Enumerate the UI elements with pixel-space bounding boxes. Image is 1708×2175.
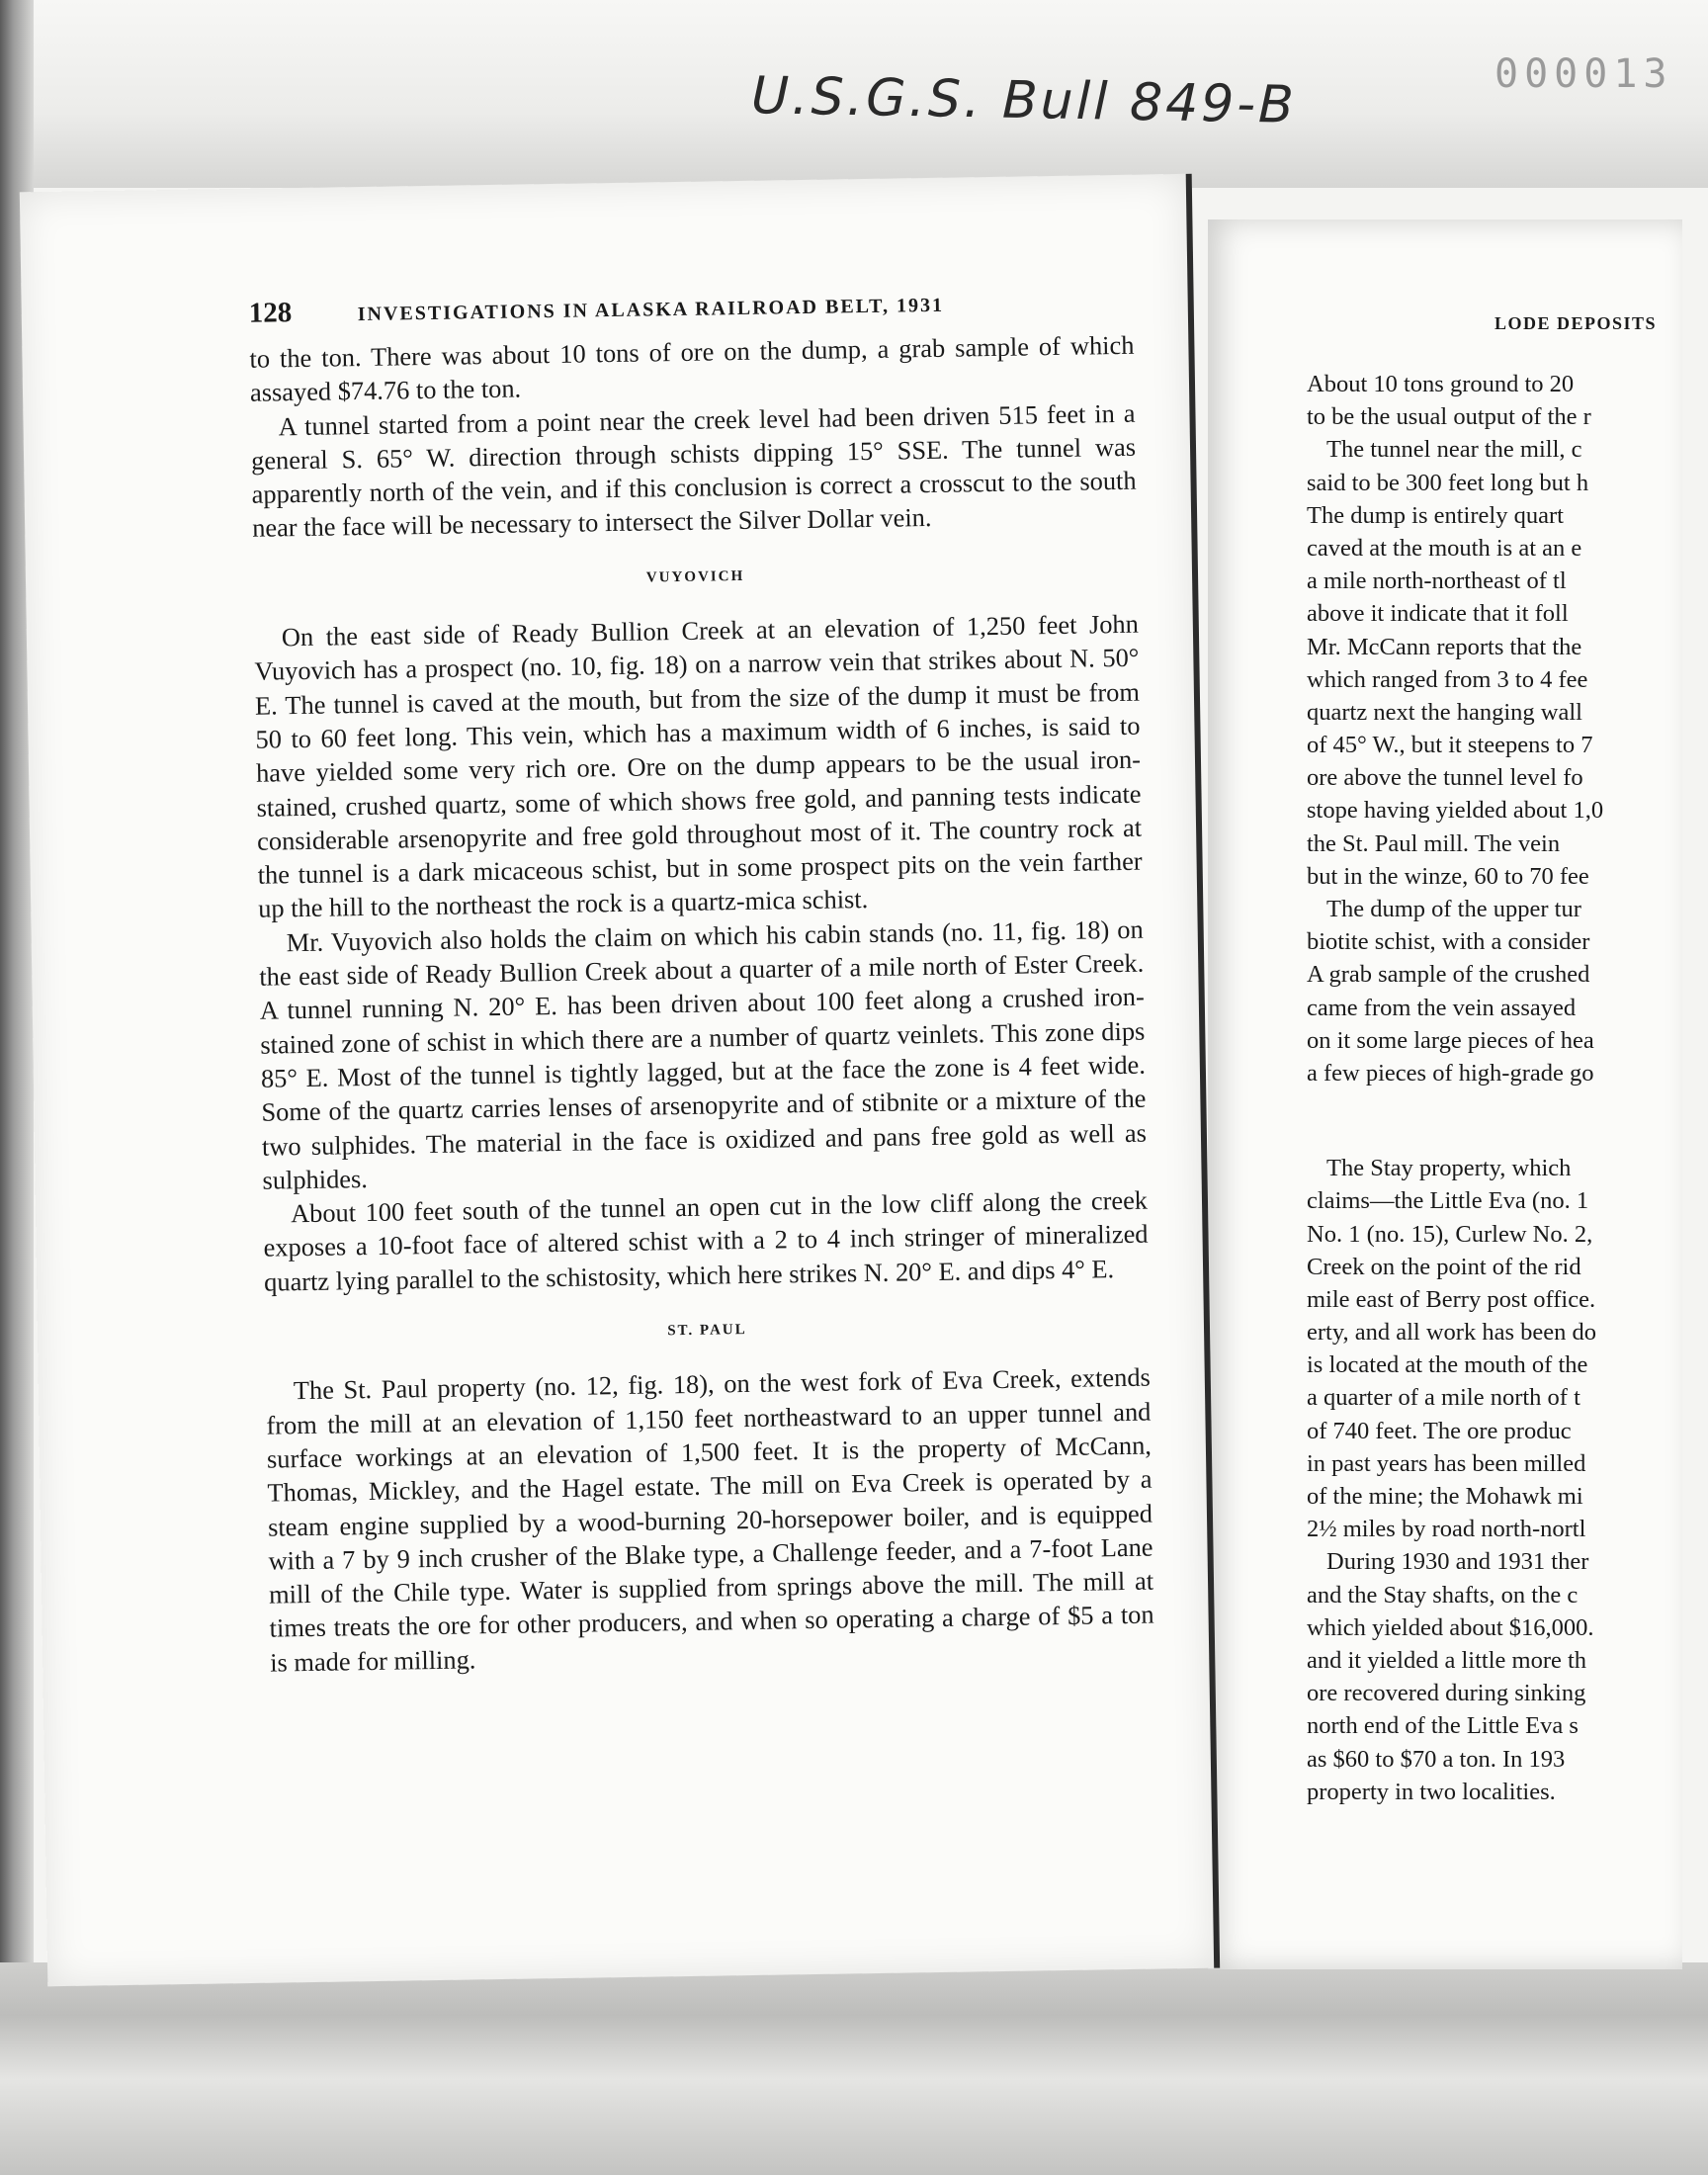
- right-text-line: which yielded about $16,000.: [1307, 1613, 1594, 1641]
- right-text-line: caved at the mouth is at an e: [1307, 534, 1582, 562]
- right-text-line: on it some large pieces of hea: [1307, 1026, 1594, 1054]
- running-head: [248, 284, 1099, 329]
- right-text-line: is located at the mouth of the: [1307, 1351, 1588, 1379]
- right-text-line: stope having yielded about 1,0: [1307, 797, 1604, 825]
- right-page: [1208, 219, 1682, 1969]
- right-text-line: came from the vein assayed: [1307, 994, 1577, 1021]
- section-heading-vuyovich: VUYOVICH: [645, 567, 745, 586]
- right-text-line: The Stay property, which: [1326, 1155, 1572, 1182]
- right-text-line: ore above the tunnel level fo: [1307, 764, 1583, 792]
- right-text-line: of the mine; the Mohawk mi: [1307, 1483, 1583, 1510]
- right-text-line: About 10 tons ground to 20: [1307, 371, 1575, 397]
- right-text-line: and the Stay shafts, on the c: [1307, 1581, 1579, 1609]
- right-text-line: The dump is entirely quart: [1307, 501, 1564, 529]
- scan-background-bottom: [0, 1962, 1708, 2175]
- right-text-line: The dump of the upper tur: [1326, 896, 1581, 922]
- right-text-block-1: [1307, 368, 1682, 1089]
- right-text-line: erty, and all work has been do: [1307, 1319, 1596, 1347]
- right-text-line: property in two localities.: [1307, 1778, 1556, 1805]
- right-text-line: of 45° W., but it steepens to 7: [1307, 732, 1593, 759]
- handwritten-note: U.S.G.S. Bull 849-B: [750, 66, 1298, 135]
- right-text-line: mile east of Berry post office.: [1307, 1285, 1596, 1313]
- left-page: [20, 174, 1220, 1986]
- right-text-line: Mr. McCann reports that the: [1307, 633, 1582, 660]
- document-stamp-number: 000013: [1494, 51, 1673, 97]
- right-text-line: Creek on the point of the rid: [1307, 1253, 1581, 1280]
- right-text-line: a mile north-northeast of tl: [1307, 567, 1567, 595]
- running-title: INVESTIGATIONS IN ALASKA RAILROAD BELT, 1931: [357, 294, 945, 326]
- right-text-line: and it yielded a little more th: [1307, 1646, 1587, 1674]
- body-text: [249, 328, 1154, 1680]
- right-text-line: During 1930 and 1931 ther: [1326, 1548, 1589, 1576]
- paragraph: Mr. Vuyovich also holds the claim on which his cabin stands (no. 11, fig. 18) on the east side of Ready Bullion Creek about a quarter of a mile north of Ester Creek. A tunnel running N. 20° E. has been driven about 100 feet along a crushed iron-stained zone of schist in which there are a number of quartz veinlets. This zone dips 85° E. Most of the tunnel is tightly lagged, but at the face the zone is 4 feet wide. Some of the quartz carries lenses of arsenopyrite and of stibnite or a mixture of the two sulphides. The material in the face is oxidized and pans free gold as well as sulphides.: [259, 914, 1148, 1195]
- right-text-line: a few pieces of high-grade go: [1307, 1059, 1594, 1087]
- right-text-line: biotite schist, with a consider: [1307, 928, 1590, 956]
- right-text-line: claims—the Little Eva (no. 1: [1307, 1187, 1589, 1215]
- right-text-line: the St. Paul mill. The vein: [1307, 829, 1561, 857]
- section-heading-st-paul: ST. PAUL: [667, 1322, 747, 1340]
- paragraph: About 100 feet south of the tunnel an open cut in the low cliff along the creek exposes a 10-foot face of altered schist with a 2 to 4 inch stringer of mineralized quartz lying parallel to the schistosity, which here strikes N. 20° E. and dips 4° E.: [263, 1184, 1149, 1297]
- right-text-line: north end of the Little Eva s: [1307, 1712, 1579, 1740]
- right-text-line: which ranged from 3 to 4 fee: [1307, 665, 1588, 693]
- right-text-line: quartz next the hanging wall: [1307, 698, 1582, 726]
- right-text-line: in past years has been milled: [1307, 1449, 1586, 1477]
- paragraph: to the ton. There was about 10 tons of ore on the dump, a grab sample of which assayed $74.76 to the ton.: [249, 329, 1135, 408]
- right-text-line: of 740 feet. The ore produc: [1307, 1417, 1572, 1444]
- page-number: 128: [248, 297, 293, 329]
- right-text-line: as $60 to $70 a ton. In 193: [1307, 1745, 1566, 1773]
- right-text-line: 2½ miles by road north-nortl: [1307, 1516, 1586, 1543]
- right-text-line: above it indicate that it foll: [1307, 600, 1569, 628]
- right-page-text: [1307, 368, 1682, 1808]
- right-text-line: ore recovered during sinking: [1307, 1680, 1586, 1707]
- paragraph: The St. Paul property (no. 12, fig. 18), on the west fork of Eva Creek, extends from the mill at an elevation of 1,150 feet northeastward to an upper tunnel and surface workings at an elevation of 1,500 feet. It is the property of McCann, Thomas, Mickley, and the Hagel estate. The mill on Eva Creek is operated by a steam engine supplied by a wood-burning 20-horsepower boiler, and is equipped with a 7 by 9 inch crusher of the Blake type, a Challenge feeder, and a 7-foot Lane mill of the Chile type. Water is supplied from springs above the mill. The mill at times treats the ore for other producers, and when so operating a charge of $5 a ton is made for milling.: [266, 1361, 1154, 1678]
- right-text-line: a quarter of a mile north of t: [1307, 1384, 1580, 1412]
- right-text-block-2: [1307, 1152, 1682, 1808]
- right-text-line: but in the winze, 60 to 70 fee: [1307, 862, 1589, 890]
- paragraph: On the east side of Ready Bullion Creek at an elevation of 1,250 feet John Vuyovich has a prospect (no. 10, fig. 18) on a narrow vein that strikes about N. 50° E. The tunnel is caved at the mouth, but from the size of the dump it must be from 50 to 60 feet long. This vein, which has a maximum width of 6 inches, is said to have yielded some very rich ore. Ore on the dump appears to be the usual iron-stained, crushed quartz, some of which shows free gold, and panning tests indicate considerable arsenopyrite and free gold throughout most of it. The country rock at the tunnel is a dark micaceous schist, but in some prospect pits on the vein farther up the hill to the northeast the rock is a quartz-mica schist.: [254, 608, 1143, 924]
- right-text-line: A grab sample of the crushed: [1307, 961, 1590, 989]
- right-text-line: The tunnel near the mill, c: [1326, 436, 1582, 464]
- right-section-gap: [1307, 1089, 1682, 1152]
- right-text-line: said to be 300 feet long but h: [1307, 469, 1589, 496]
- right-text-line: No. 1 (no. 15), Curlew No. 2,: [1307, 1220, 1593, 1248]
- right-text-line: to be the usual output of the r: [1307, 403, 1591, 431]
- paragraph: A tunnel started from a point near the creek level had been driven 515 feet in a general S. 65° W. direction through schists dipping 15° SSE. The tunnel was apparently north of the vein, and if this conclusion is correct a crosscut to the south near the face will be necessary to intersect the Silver Dollar vein.: [250, 397, 1137, 544]
- right-running-title: LODE DEPOSITS: [1494, 313, 1658, 333]
